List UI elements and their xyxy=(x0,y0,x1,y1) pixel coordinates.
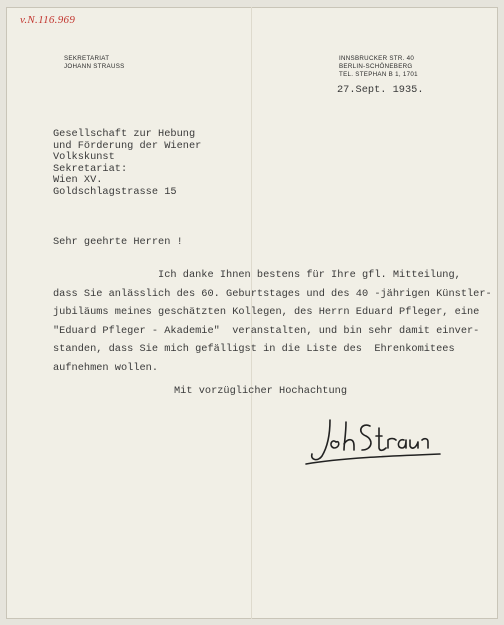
body-line: standen, dass Sie mich gefälligst in die Liste des Ehrenkomitees xyxy=(53,343,455,356)
letterhead-left-line: SEKRETARIAT xyxy=(64,55,110,62)
address-line: und Förderung der Wiener xyxy=(53,139,202,152)
letterhead-right-line: TEL. STEPHAN B 1, 1701 xyxy=(339,71,418,78)
body-line: dass Sie anlässlich des 60. Geburtstages und des 40 -jährigen Künstler- xyxy=(53,287,492,300)
handwritten-signature xyxy=(300,412,450,472)
recipient-address xyxy=(53,129,201,199)
address-line: Volkskunst xyxy=(53,151,115,164)
letterhead-right-line: INNSBRUCKER STR. 40 xyxy=(339,55,415,62)
body-line: jubiläums meines geschätzten Kollegen, des Herrn Eduard Pfleger, eine xyxy=(53,306,480,319)
letter-body xyxy=(53,266,492,378)
address-line: Gesellschaft zur Hebung xyxy=(53,128,196,140)
body-line: Ich danke Ihnen bestens für Ihre gfl. Mitteilung, xyxy=(53,269,461,281)
address-line: Wien XV. xyxy=(53,174,103,187)
closing-phrase: Mit vorzüglicher Hochachtung xyxy=(174,385,348,397)
body-line: "Eduard Pfleger - Akademie" veranstalten, und bin sehr damit einver- xyxy=(53,324,480,337)
salutation: Sehr geehrte Herren ! xyxy=(53,236,183,248)
letterhead-left-line: JOHANN STRAUSS xyxy=(64,63,125,70)
archive-annotation: v.N.116.969 xyxy=(20,14,76,26)
body-line: aufnehmen wollen. xyxy=(53,361,159,374)
address-line: Sekretariat: xyxy=(53,162,128,175)
address-line: Goldschlagstrasse 15 xyxy=(53,185,177,198)
letter-date: 27.Sept. 1935. xyxy=(337,84,424,96)
letterhead-right xyxy=(339,55,418,79)
letterhead-left xyxy=(64,55,125,71)
letterhead-right-line: BERLIN-SCHÖNEBERG xyxy=(339,63,413,70)
